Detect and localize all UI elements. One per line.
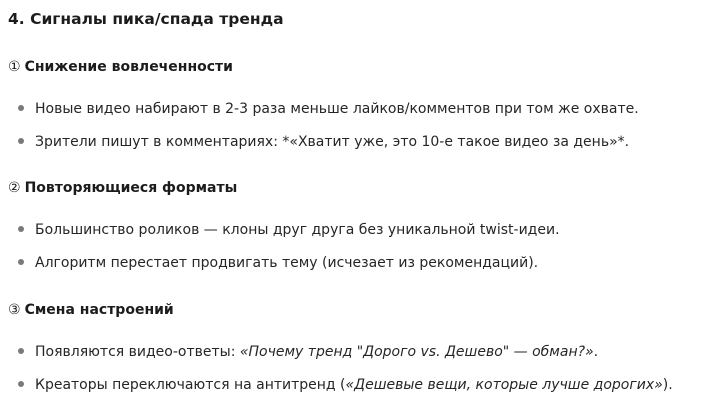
list-item [18, 377, 673, 393]
bullet-icon [18, 138, 24, 144]
list-item-text-suffix: ). [662, 377, 673, 393]
bullet-icon [18, 105, 24, 111]
section-title: Смена настроений [24, 302, 174, 318]
list-item-text-prefix: Появляются видео-ответы: [35, 344, 240, 360]
section-heading-formats [8, 180, 237, 196]
list-item-text: Зрители пишут в комментариях: *«Хватит уже, это 10-е такое видео за день»*. [35, 134, 630, 150]
list-item-text-prefix: Креаторы переключаются на антитренд ( [35, 377, 346, 393]
list-item-text: Большинство роликов — клоны друг друга без уникальной twist-идеи. [35, 222, 560, 238]
list-item [18, 101, 639, 117]
bullet-icon [18, 226, 24, 232]
list-item-text: Новые видео набирают в 2-3 раза меньше лайков/комментов при том же охвате. [35, 101, 639, 117]
bullet-icon [18, 381, 24, 387]
circled-number-2: ② [8, 180, 21, 196]
list-item [18, 255, 538, 271]
bullet-icon [18, 259, 24, 265]
circled-number-3: ③ [8, 302, 21, 318]
section-title: Повторяющиеся форматы [24, 180, 238, 196]
list-item [18, 134, 629, 150]
section-heading-mood [8, 302, 174, 318]
section-title: Снижение вовлеченности [24, 59, 233, 75]
quoted-title: «Дешевые вещи, которые лучше дорогих» [345, 377, 663, 393]
bullet-icon [18, 348, 24, 354]
circled-number-1: ① [8, 59, 21, 75]
section-heading-engagement [8, 59, 233, 75]
page-title: 4. Сигналы пика/спада тренда [8, 10, 284, 28]
quoted-title: «Почему тренд "Дорого vs. Дешево" — обман?» [239, 344, 594, 360]
list-item [18, 222, 560, 238]
list-item-text-suffix: . [593, 344, 599, 360]
list-item [18, 344, 598, 360]
list-item-text: Алгоритм перестает продвигать тему (исчезает из рекомендаций). [35, 255, 539, 271]
